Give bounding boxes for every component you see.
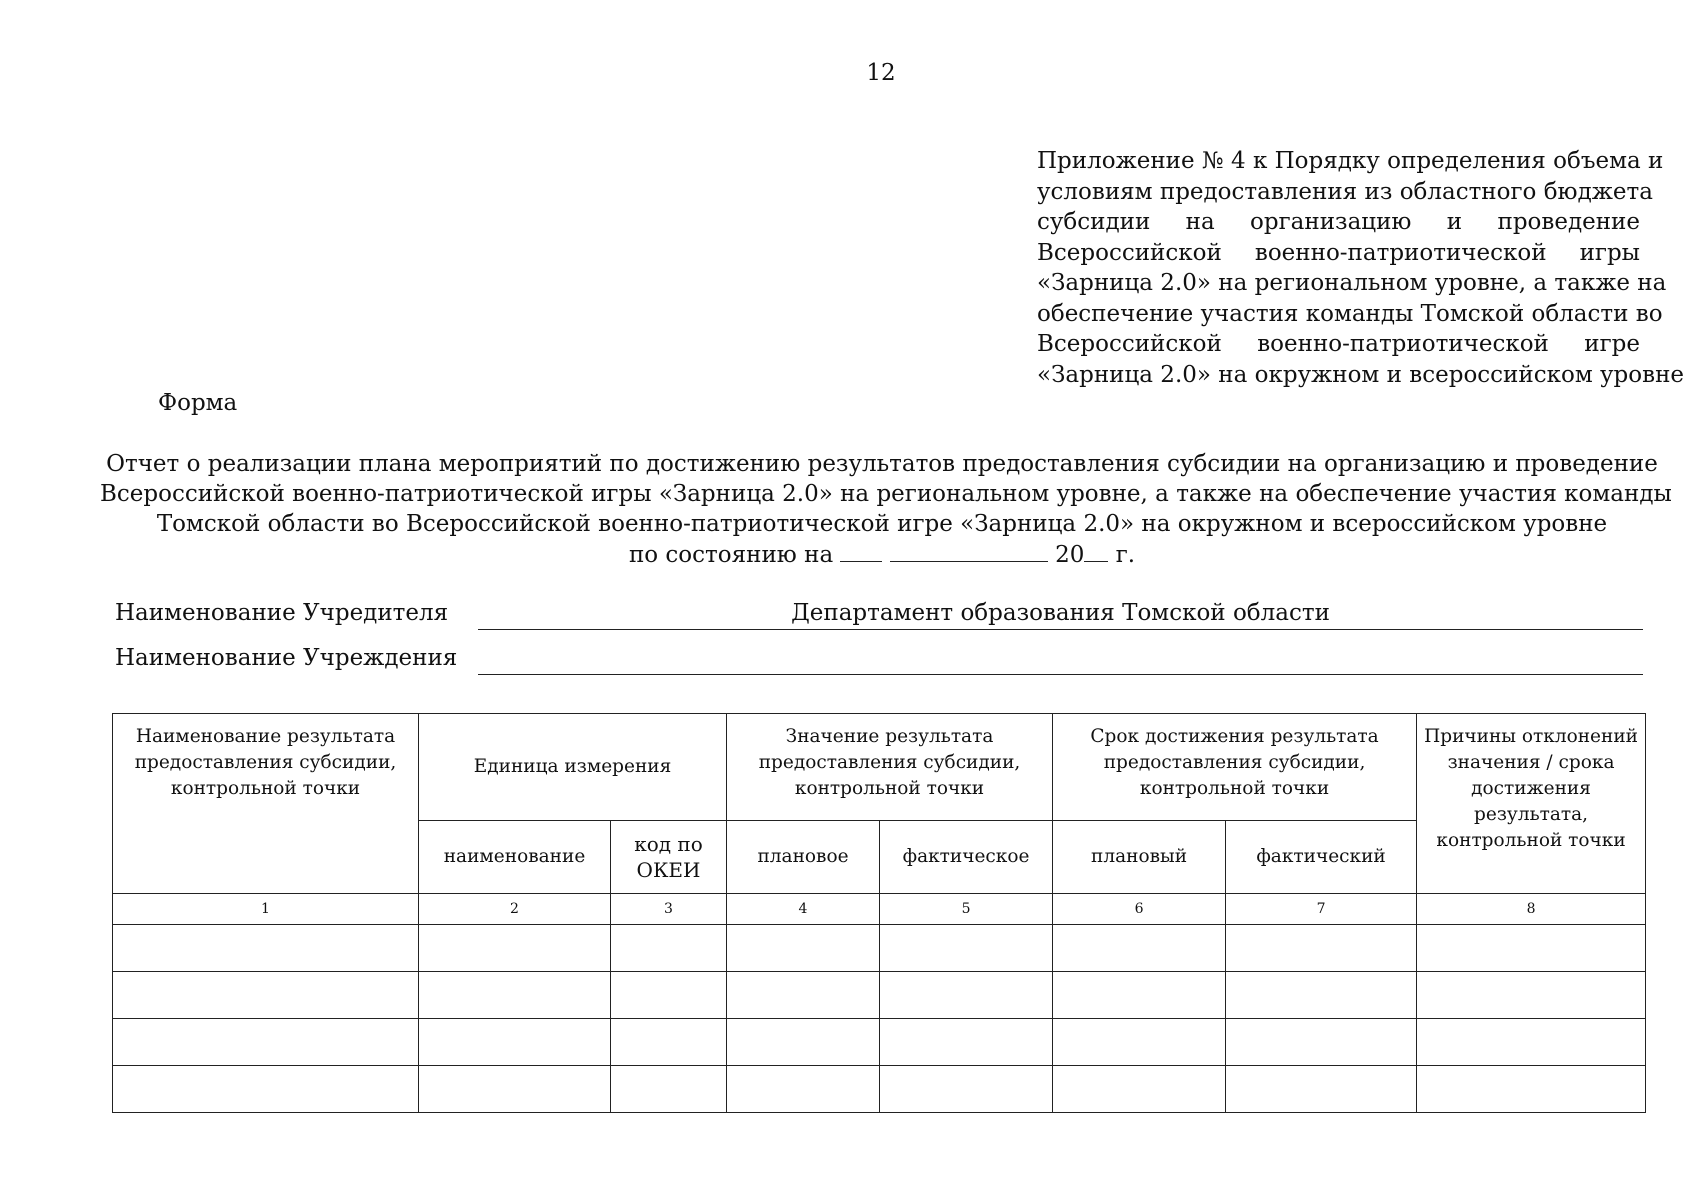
subheader-unit-code: код по ОКЕИ bbox=[611, 821, 727, 894]
table-cell[interactable] bbox=[419, 972, 611, 1019]
table-cell[interactable] bbox=[1053, 1066, 1226, 1113]
page-number: 12 bbox=[866, 60, 896, 86]
report-title-line: Томской области во Всероссийской военно-патриотической игре «Зарница 2.0» на окружном и всероссийском уровне bbox=[156, 511, 1608, 537]
table-cell[interactable] bbox=[727, 1066, 880, 1113]
header-result-name: Наименование результата предоставления субсидии, контрольной точки bbox=[113, 714, 419, 894]
subheader-deadline-planned: плановый bbox=[1053, 821, 1226, 894]
table-cell[interactable] bbox=[611, 972, 727, 1019]
report-title-line: Отчет о реализации плана мероприятий по достижению результатов предоставления субсидии на организацию и проведение bbox=[106, 451, 1658, 477]
appendix-line: обеспечение участия команды Томской области во bbox=[1037, 300, 1663, 327]
founder-field[interactable]: Департамент образования Томской области bbox=[478, 600, 1643, 630]
subheader-unit-name: наименование bbox=[419, 821, 611, 894]
table-cell[interactable] bbox=[727, 972, 880, 1019]
year-blank[interactable] bbox=[1084, 539, 1108, 562]
table-cell[interactable] bbox=[113, 972, 419, 1019]
form-label: Форма bbox=[158, 390, 238, 416]
table-cell[interactable] bbox=[1053, 925, 1226, 972]
appendix-note bbox=[1037, 146, 1685, 390]
column-number: 4 bbox=[727, 894, 880, 925]
institution-field[interactable] bbox=[478, 645, 1643, 675]
table-cell[interactable] bbox=[880, 925, 1053, 972]
table-cell[interactable] bbox=[880, 972, 1053, 1019]
table-cell[interactable] bbox=[727, 925, 880, 972]
founder-label: Наименование Учредителя bbox=[115, 600, 449, 626]
founder-row bbox=[115, 600, 1643, 634]
table-cell[interactable] bbox=[1226, 1066, 1417, 1113]
appendix-line: Всероссийской военно-патриотической игре bbox=[1037, 331, 1640, 357]
table-cell[interactable] bbox=[1053, 972, 1226, 1019]
table-cell[interactable] bbox=[880, 1019, 1053, 1066]
appendix-line: Всероссийской военно-патриотической игры bbox=[1037, 239, 1640, 266]
table-cell[interactable] bbox=[419, 1019, 611, 1066]
header-unit: Единица измерения bbox=[419, 714, 727, 821]
report-table bbox=[112, 713, 1646, 1113]
table-cell[interactable] bbox=[419, 925, 611, 972]
institution-row bbox=[115, 645, 1643, 679]
table-cell[interactable] bbox=[1417, 1066, 1646, 1113]
table-cell[interactable] bbox=[1053, 1019, 1226, 1066]
table-cell[interactable] bbox=[611, 1066, 727, 1113]
header-value: Значение результата предоставления субсидии, контрольной точки bbox=[727, 714, 1053, 821]
institution-label: Наименование Учреждения bbox=[115, 645, 458, 671]
table-cell[interactable] bbox=[1417, 925, 1646, 972]
table-row bbox=[113, 925, 1646, 972]
table-cell[interactable] bbox=[1417, 972, 1646, 1019]
table-cell[interactable] bbox=[113, 1066, 419, 1113]
column-number-row bbox=[113, 894, 1646, 925]
table-cell[interactable] bbox=[419, 1066, 611, 1113]
appendix-line: субсидии на организацию и проведение bbox=[1037, 209, 1640, 235]
table-cell[interactable] bbox=[1226, 1019, 1417, 1066]
column-number: 6 bbox=[1053, 894, 1226, 925]
appendix-line: «Зарница 2.0» на окружном и всероссийском уровне bbox=[1037, 361, 1685, 388]
table-row bbox=[113, 1066, 1646, 1113]
table-cell[interactable] bbox=[1226, 925, 1417, 972]
header-reasons: Причины отклонений значения / срока достижения результата, контрольной точки bbox=[1417, 714, 1646, 894]
column-number: 1 bbox=[113, 894, 419, 925]
column-number: 5 bbox=[880, 894, 1053, 925]
column-number: 2 bbox=[419, 894, 611, 925]
table-cell[interactable] bbox=[113, 925, 419, 972]
table-cell[interactable] bbox=[113, 1019, 419, 1066]
column-number: 7 bbox=[1226, 894, 1417, 925]
date-prefix: по состоянию на bbox=[628, 542, 834, 568]
report-title-line: Всероссийской военно-патриотической игры «Зарница 2.0» на региональном уровне, а также на обеспечение участия команды bbox=[100, 481, 1672, 507]
table-row bbox=[113, 972, 1646, 1019]
table-row bbox=[113, 1019, 1646, 1066]
appendix-line: «Зарница 2.0» на региональном уровне, а также на bbox=[1037, 270, 1667, 296]
header-deadline: Срок достижения результата предоставления субсидии, контрольной точки bbox=[1053, 714, 1417, 821]
column-number: 8 bbox=[1417, 894, 1646, 925]
subheader-value-actual: фактическое bbox=[880, 821, 1053, 894]
appendix-line: условиям предоставления из областного бюджета bbox=[1037, 178, 1653, 205]
table-cell[interactable] bbox=[1417, 1019, 1646, 1066]
table-cell[interactable] bbox=[611, 925, 727, 972]
month-blank[interactable] bbox=[890, 539, 1048, 562]
report-date-line bbox=[100, 539, 1664, 570]
table-cell[interactable] bbox=[727, 1019, 880, 1066]
subheader-deadline-actual: фактический bbox=[1226, 821, 1417, 894]
table-cell[interactable] bbox=[611, 1019, 727, 1066]
table-cell[interactable] bbox=[880, 1066, 1053, 1113]
date-suffix: г. bbox=[1115, 542, 1136, 568]
year-prefix: 20 bbox=[1055, 542, 1085, 568]
table-cell[interactable] bbox=[1226, 972, 1417, 1019]
report-title bbox=[100, 449, 1672, 570]
day-blank[interactable] bbox=[840, 539, 882, 562]
subheader-value-planned: плановое bbox=[727, 821, 880, 894]
column-number: 3 bbox=[611, 894, 727, 925]
appendix-line: Приложение № 4 к Порядку определения объема и bbox=[1037, 148, 1664, 174]
